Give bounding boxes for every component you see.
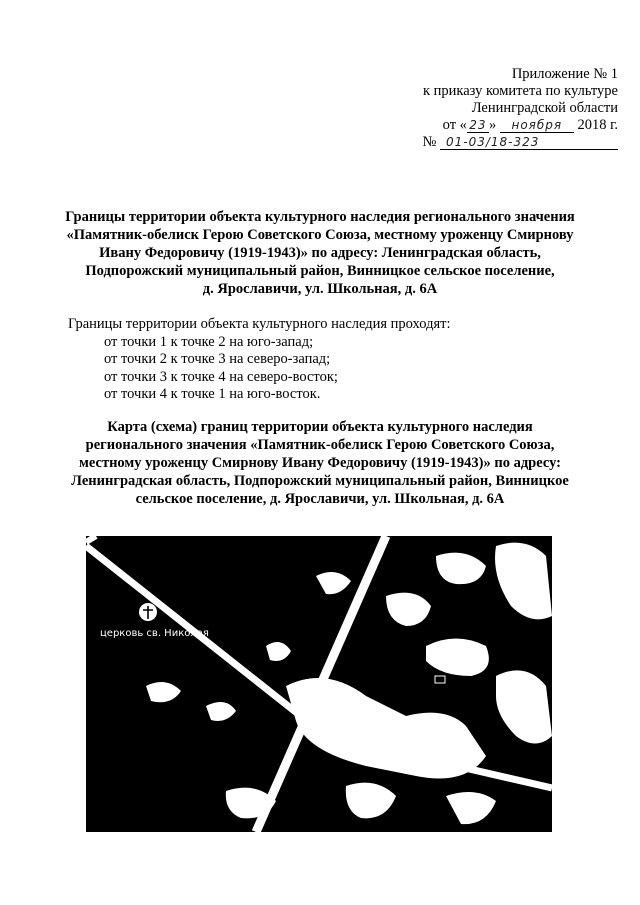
- order-number: № 01-03/18-323: [378, 134, 618, 151]
- document-title: [60, 208, 580, 298]
- map-title-line: Карта (схема) границ территории объекта культурного наследия: [107, 419, 533, 435]
- title-line: Подпорожский муниципальный район, Винницкое сельское поселение,: [85, 263, 555, 279]
- order-year: 2018 г.: [577, 117, 618, 133]
- title-line: Границы территории объекта культурного наследия регионального значения: [65, 209, 575, 225]
- order-reference: к приказу комитета по культуре: [422, 83, 618, 99]
- church-label: церковь св. Николая: [100, 628, 209, 639]
- map-title-line: местному уроженцу Смирнову Ивану Федоровичу (1919-1943)» по адресу:: [79, 455, 561, 471]
- title-line: «Памятник-обелиск Герою Советского Союза, местному уроженцу Смирнову: [66, 227, 574, 243]
- handwritten-number: 01-03/18-323: [440, 136, 618, 150]
- order-region: Ленинградской области: [471, 100, 618, 116]
- mail-icon: [435, 676, 445, 683]
- handwritten-day: 23: [467, 119, 489, 133]
- boundary-intro: Границы территории объекта культурного наследия проходят:: [68, 316, 451, 332]
- map-title-line: регионального значения «Памятник-обелиск Герою Советского Союза,: [85, 437, 555, 453]
- map-graphic: [86, 536, 552, 832]
- title-line: Ивану Федоровичу (1919-1943)» по адресу: Ленинградская область,: [99, 245, 541, 261]
- document-header: [378, 66, 618, 151]
- boundary-description: [68, 316, 568, 404]
- appendix-label: Приложение № 1: [511, 66, 618, 82]
- boundary-item: от точки 4 к точке 1 на юго-восток.: [104, 386, 321, 402]
- church-cross-icon: [139, 603, 157, 621]
- boundary-item: от точки 3 к точке 4 на северо-восток;: [104, 368, 338, 385]
- handwritten-month: ноября: [500, 119, 574, 133]
- map-title-line: Ленинградская область, Подпорожский муниципальный район, Винницкое: [71, 473, 569, 489]
- order-date: от « 23 » ноября 2018 г.: [442, 117, 618, 133]
- boundary-item: от точки 1 к точке 2 на юго-запад;: [104, 333, 314, 350]
- title-line: д. Ярославичи, ул. Школьная, д. 6А: [202, 281, 438, 297]
- boundary-item: от точки 2 к точке 3 на северо-запад;: [104, 351, 331, 367]
- map-title-line: сельское поселение, д. Ярославичи, ул. Школьная, д. 6А: [135, 491, 505, 507]
- map-title: [60, 418, 580, 508]
- boundary-map: [86, 536, 552, 832]
